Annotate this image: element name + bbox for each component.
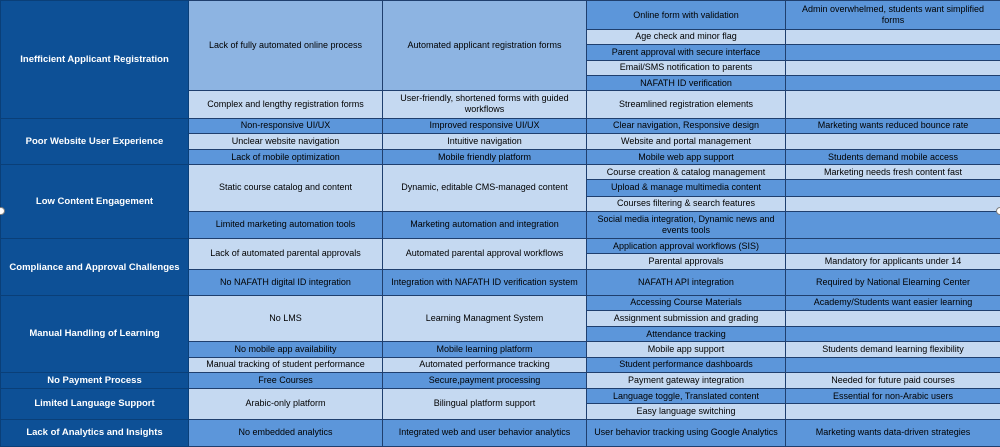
problem-cell[interactable]: Free Courses xyxy=(189,372,383,388)
problem-cell[interactable]: Unclear website navigation xyxy=(189,133,383,149)
note-cell[interactable] xyxy=(786,357,1000,372)
note-cell[interactable] xyxy=(786,60,1000,75)
note-cell[interactable]: Essential for non-Arabic users xyxy=(786,389,1000,404)
note-cell[interactable] xyxy=(786,239,1000,254)
feature-cell[interactable]: Parental approvals xyxy=(587,254,786,269)
problem-cell[interactable]: Non-responsive UI/UX xyxy=(189,118,383,133)
feature-cell[interactable]: NAFATH API integration xyxy=(587,269,786,295)
category-cell[interactable]: No Payment Process xyxy=(1,372,189,388)
feature-cell[interactable]: Application approval workflows (SIS) xyxy=(587,239,786,254)
feature-cell[interactable]: Parent approval with secure interface xyxy=(587,44,786,60)
feature-cell[interactable]: Assignment submission and grading xyxy=(587,311,786,327)
feature-cell[interactable]: Payment gateway integration xyxy=(587,372,786,388)
solution-cell[interactable]: Secure,payment processing xyxy=(383,372,587,388)
category-cell[interactable]: Lack of Analytics and Insights xyxy=(1,419,189,447)
note-cell[interactable]: Marketing needs fresh content fast xyxy=(786,165,1000,180)
note-cell[interactable]: Marketing wants reduced bounce rate xyxy=(786,118,1000,133)
note-cell[interactable] xyxy=(786,180,1000,196)
feature-cell[interactable]: Attendance tracking xyxy=(587,327,786,342)
feature-cell[interactable]: Easy language switching xyxy=(587,404,786,419)
problem-cell[interactable]: No LMS xyxy=(189,295,383,342)
category-cell[interactable]: Poor Website User Experience xyxy=(1,118,189,165)
note-cell[interactable] xyxy=(786,75,1000,90)
solution-cell[interactable]: Marketing automation and integration xyxy=(383,211,587,238)
problem-cell[interactable]: No embedded analytics xyxy=(189,419,383,447)
solution-cell[interactable]: Improved responsive UI/UX xyxy=(383,118,587,133)
note-cell[interactable]: Academy/Students want easier learning xyxy=(786,295,1000,310)
note-cell[interactable] xyxy=(786,91,1000,118)
solution-cell[interactable]: Intuitive navigation xyxy=(383,133,587,149)
right-resize-handle[interactable] xyxy=(996,207,1000,215)
solution-cell[interactable]: Learning Managment System xyxy=(383,295,587,342)
note-cell[interactable]: Students demand mobile access xyxy=(786,149,1000,164)
note-cell[interactable]: Students demand learning flexibility xyxy=(786,342,1000,357)
category-cell[interactable]: Low Content Engagement xyxy=(1,165,189,239)
feature-cell[interactable]: Website and portal management xyxy=(587,133,786,149)
category-cell[interactable]: Limited Language Support xyxy=(1,389,189,419)
solution-cell[interactable]: Mobile learning platform xyxy=(383,342,587,357)
note-cell[interactable]: Needed for future paid courses xyxy=(786,372,1000,388)
feature-cell[interactable]: Clear navigation, Responsive design xyxy=(587,118,786,133)
problem-cell[interactable]: Lack of automated parental approvals xyxy=(189,239,383,269)
solution-cell[interactable]: Integration with NAFATH ID verification system xyxy=(383,269,587,295)
category-cell[interactable]: Manual Handling of Learning xyxy=(1,295,189,372)
note-cell[interactable] xyxy=(786,211,1000,238)
feature-cell[interactable]: Streamlined registration elements xyxy=(587,91,786,118)
feature-cell[interactable]: Mobile app support xyxy=(587,342,786,357)
note-cell[interactable]: Marketing wants data-driven strategies xyxy=(786,419,1000,447)
note-cell[interactable] xyxy=(786,133,1000,149)
note-cell[interactable] xyxy=(786,44,1000,60)
problem-cell[interactable]: Manual tracking of student performance xyxy=(189,357,383,372)
problem-cell[interactable]: Complex and lengthy registration forms xyxy=(189,91,383,118)
solution-cell[interactable]: Bilingual platform support xyxy=(383,389,587,419)
category-cell[interactable]: Inefficient Applicant Registration xyxy=(1,1,189,119)
feature-cell[interactable]: User behavior tracking using Google Analytics xyxy=(587,419,786,447)
note-cell[interactable] xyxy=(786,327,1000,342)
feature-cell[interactable]: Upload & manage multimedia content xyxy=(587,180,786,196)
note-cell[interactable] xyxy=(786,30,1000,44)
feature-cell[interactable]: Accessing Course Materials xyxy=(587,295,786,310)
feature-cell[interactable]: Online form with validation xyxy=(587,1,786,30)
note-cell[interactable] xyxy=(786,196,1000,211)
feature-cell[interactable]: Language toggle, Translated content xyxy=(587,389,786,404)
solution-cell[interactable]: User-friendly, shortened forms with guided workflows xyxy=(383,91,587,118)
solution-cell[interactable]: Automated applicant registration forms xyxy=(383,1,587,91)
feature-cell[interactable]: Courses filtering & search features xyxy=(587,196,786,211)
feature-cell[interactable]: Social media integration, Dynamic news and events tools xyxy=(587,211,786,238)
solution-cell[interactable]: Automated performance tracking xyxy=(383,357,587,372)
solution-cell[interactable]: Automated parental approval workflows xyxy=(383,239,587,269)
problem-cell[interactable]: Static course catalog and content xyxy=(189,165,383,212)
feature-cell[interactable]: Age check and minor flag xyxy=(587,30,786,44)
solution-cell[interactable]: Integrated web and user behavior analytics xyxy=(383,419,587,447)
note-cell[interactable] xyxy=(786,311,1000,327)
note-cell[interactable]: Required by National Elearning Center xyxy=(786,269,1000,295)
solution-cell[interactable]: Mobile friendly platform xyxy=(383,149,587,164)
feature-cell[interactable]: Mobile web app support xyxy=(587,149,786,164)
problem-cell[interactable]: No NAFATH digital ID integration xyxy=(189,269,383,295)
solution-cell[interactable]: Dynamic, editable CMS-managed content xyxy=(383,165,587,212)
problem-cell[interactable]: No mobile app availability xyxy=(189,342,383,357)
problem-cell[interactable]: Limited marketing automation tools xyxy=(189,211,383,238)
feature-cell[interactable]: Student performance dashboards xyxy=(587,357,786,372)
note-cell[interactable]: Admin overwhelmed, students want simplified forms xyxy=(786,1,1000,30)
feature-cell[interactable]: Course creation & catalog management xyxy=(587,165,786,180)
problem-cell[interactable]: Arabic-only platform xyxy=(189,389,383,419)
problem-cell[interactable]: Lack of mobile optimization xyxy=(189,149,383,164)
problem-cell[interactable]: Lack of fully automated online process xyxy=(189,1,383,91)
note-cell[interactable] xyxy=(786,404,1000,419)
category-cell[interactable]: Compliance and Approval Challenges xyxy=(1,239,189,296)
note-cell[interactable]: Mandatory for applicants under 14 xyxy=(786,254,1000,269)
feature-cell[interactable]: NAFATH ID verification xyxy=(587,75,786,90)
feature-cell[interactable]: Email/SMS notification to parents xyxy=(587,60,786,75)
